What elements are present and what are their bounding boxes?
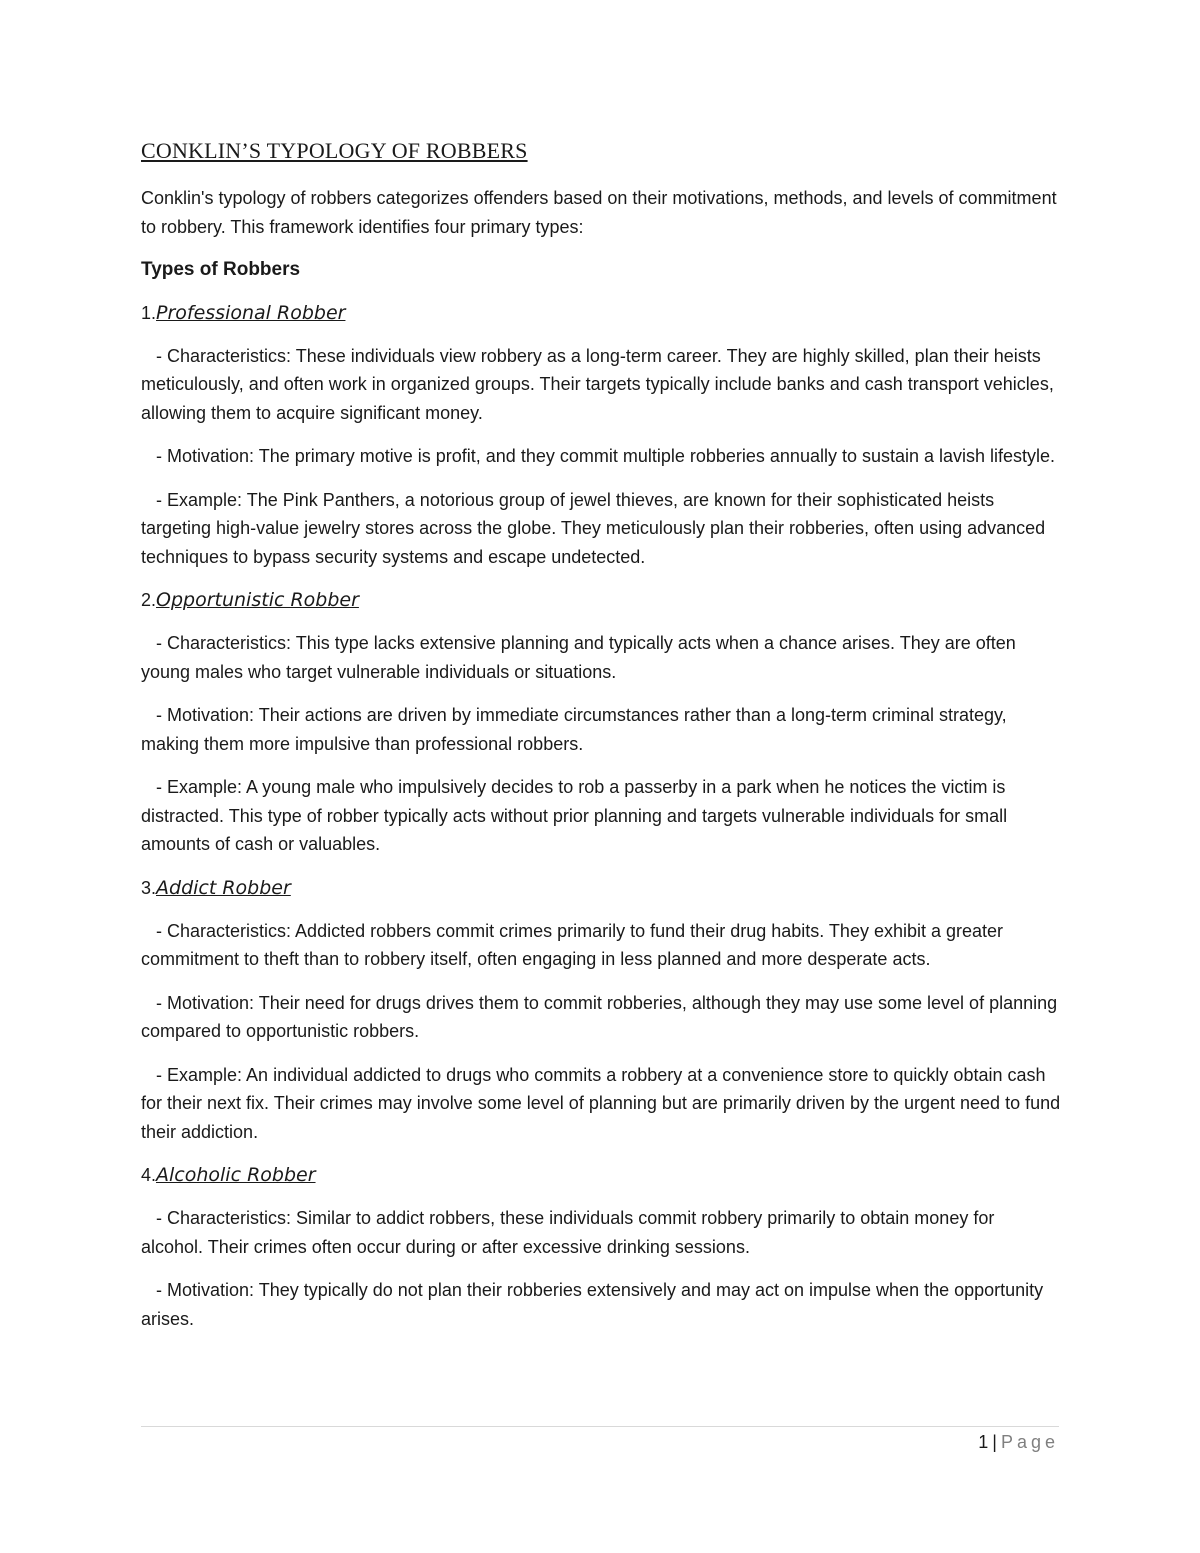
- type-heading-professional: [141, 299, 1061, 327]
- type-number: 2.: [141, 590, 157, 610]
- footer-divider: [141, 1426, 1059, 1427]
- type-heading-alcoholic: [141, 1161, 1061, 1189]
- example-paragraph: [141, 773, 1061, 859]
- type-heading-opportunistic: [141, 586, 1061, 614]
- characteristics-paragraph: [141, 342, 1061, 428]
- characteristics-text: - Characteristics: These individuals view robbery as a long-term career. They are highly skilled, plan their heists meticulously, and often work in organized groups. Their targets typically include banks and cash transport vehicles, allowing them to acquire significant money.: [141, 345, 1054, 423]
- motivation-text: - Motivation: Their need for drugs drives them to commit robberies, although they may use some level of planning compared to opportunistic robbers.: [141, 992, 1058, 1041]
- document-body: [141, 138, 1061, 1348]
- motivation-text: - Motivation: They typically do not plan their robberies extensively and may act on impulse when the opportunity arises.: [141, 1280, 1044, 1329]
- motivation-paragraph: [141, 701, 1061, 758]
- example-paragraph: [141, 486, 1061, 572]
- characteristics-text: - Characteristics: This type lacks extensive planning and typically acts when a chance arises. They are often young males who target vulnerable individuals or situations.: [141, 633, 1016, 682]
- intro-paragraph: Conklin's typology of robbers categorizes offenders based on their motivations, methods, and levels of commitment to robbery. This framework identifies four primary types:: [141, 188, 1057, 237]
- example-text: - Example: An individual addicted to drugs who commits a robbery at a convenience store to quickly obtain cash for their next fix. Their crimes may involve some level of planning but are primarily driven by the urgent need to fund their addiction.: [141, 1064, 1061, 1142]
- motivation-paragraph: [141, 989, 1061, 1046]
- example-text: - Example: A young male who impulsively decides to rob a passerby in a park when he notices the victim is distracted. This type of robber typically acts without prior planning and targets vulnerable individuals for small amounts of cash or valuables.: [141, 777, 1008, 854]
- characteristics-text: - Characteristics: Addicted robbers commit crimes primarily to fund their drug habits. They exhibit a greater commitment to theft than to robbery itself, often engaging in less planned and more desperate acts.: [141, 920, 1004, 969]
- example-text: - Example: The Pink Panthers, a notorious group of jewel thieves, are known for their sophisticated heists targeting high-value jewelry stores across the globe. They meticulously plan their robberies, often using advanced techniques to bypass security systems and escape undetected.: [141, 489, 1046, 567]
- motivation-paragraph: [141, 1276, 1061, 1333]
- characteristics-paragraph: [141, 629, 1061, 686]
- page-number: 1: [978, 1432, 989, 1452]
- type-number: 4.: [141, 1165, 157, 1185]
- footer-separator: |: [992, 1432, 997, 1452]
- page-label: Page: [1000, 1432, 1059, 1452]
- characteristics-paragraph: [141, 1204, 1061, 1261]
- type-name: Professional Robber: [156, 301, 346, 324]
- characteristics-text: - Characteristics: Similar to addict robbers, these individuals commit robbery primarily to obtain money for alcohol. Their crimes often occur during or after excessive drinking sessions.: [141, 1208, 995, 1257]
- type-heading-addict: [141, 874, 1061, 902]
- section-heading: Types of Robbers: [141, 259, 301, 280]
- motivation-text: - Motivation: The primary motive is profit, and they commit multiple robberies annually to sustain a lavish lifestyle.: [156, 446, 1056, 466]
- example-paragraph: [141, 1061, 1061, 1147]
- type-name: Opportunistic Robber: [156, 589, 359, 611]
- page-footer: [978, 1432, 1059, 1453]
- type-name: Addict Robber: [156, 876, 291, 899]
- type-number: 1.: [141, 302, 157, 323]
- motivation-text: - Motivation: Their actions are driven by immediate circumstances rather than a long-term criminal strategy, making them more impulsive than professional robbers.: [141, 705, 1007, 754]
- type-number: 3.: [141, 877, 157, 898]
- document-title: CONKLIN’S TYPOLOGY OF ROBBERS: [141, 138, 528, 163]
- type-name: Alcoholic Robber: [156, 1164, 316, 1186]
- characteristics-paragraph: [141, 917, 1061, 974]
- motivation-paragraph: [141, 442, 1061, 471]
